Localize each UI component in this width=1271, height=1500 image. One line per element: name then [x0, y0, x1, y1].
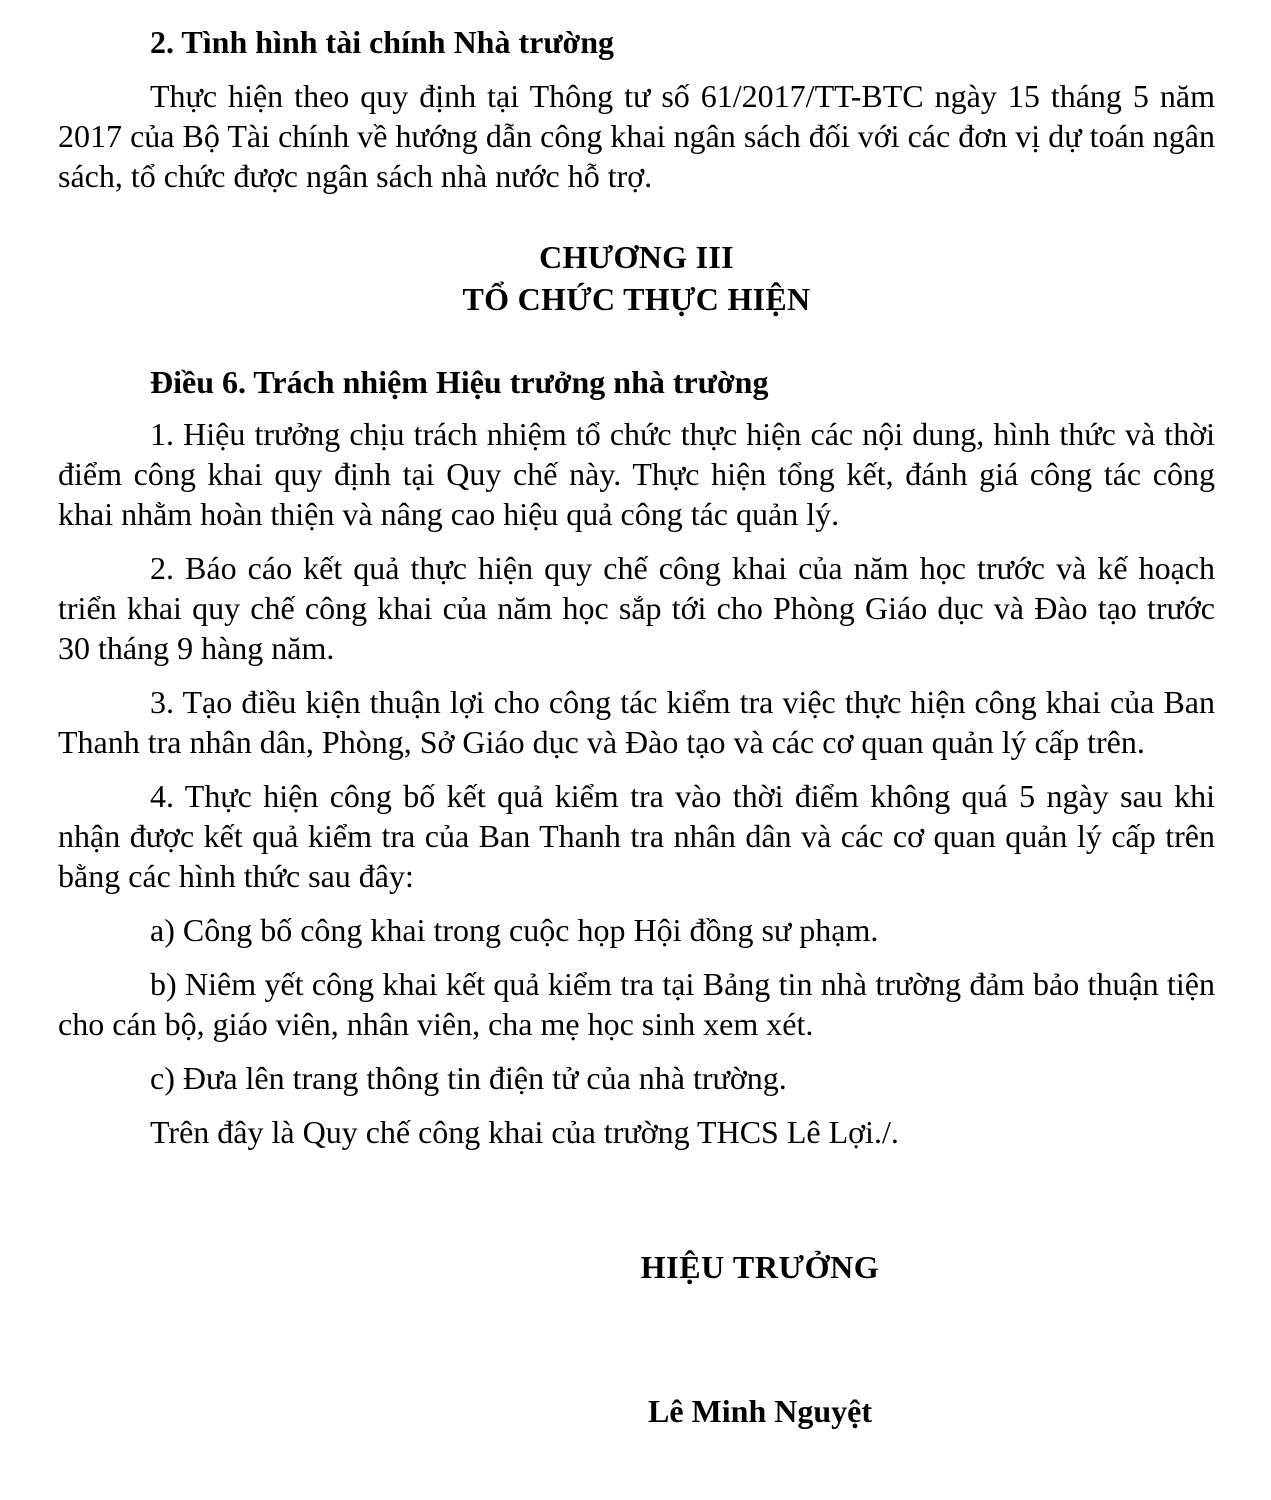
section-heading: 2. Tình hình tài chính Nhà trường [150, 24, 615, 60]
closing-statement: Trên đây là Quy chế công khai của trường THCS Lê Lợi./. [150, 1114, 899, 1150]
sub-item-b: b) Niêm yết công khai kết quả kiểm tra tại Bảng tin nhà trường đảm bảo thuận tiện cho cán bộ, giáo viên, nhân viên, cha mẹ học sinh xem xét. [58, 966, 1215, 1042]
signature-title: HIỆU TRƯỞNG [640, 1249, 880, 1285]
item-2: 2. Báo cáo kết quả thực hiện quy chế công khai của năm học trước và kế hoạch triển khai quy chế công khai của năm học sắp tới cho Phòng Giáo dục và Đào tạo trước 30 tháng 9 hàng năm. [58, 550, 1215, 666]
chapter-heading [58, 236, 1215, 320]
chapter-title: TỔ CHỨC THỰC HIỆN [462, 281, 811, 317]
sub-item-a: a) Công bố công khai trong cuộc họp Hội đồng sư phạm. [150, 912, 879, 948]
item-1: 1. Hiệu trưởng chịu trách nhiệm tổ chức thực hiện các nội dung, hình thức và thời điểm công khai quy định tại Quy chế này. Thực hiện tổng kết, đánh giá công tác công khai nhằm hoàn thiện và nâng cao hiệu quả công tác quản lý. [58, 416, 1215, 532]
item-4: 4. Thực hiện công bố kết quả kiểm tra vào thời điểm không quá 5 ngày sau khi nhận được kết quả kiểm tra của Ban Thanh tra nhân dân và các cơ quan quản lý cấp trên bằng các hình thức sau đây: [58, 778, 1215, 894]
sub-item-c: c) Đưa lên trang thông tin điện tử của nhà trường. [150, 1060, 787, 1096]
finance-paragraph: Thực hiện theo quy định tại Thông tư số 61/2017/TT-BTC ngày 15 tháng 5 năm 2017 của Bộ Tài chính về hướng dẫn công khai ngân sách đối với các đơn vị dự toán ngân sách, tổ chức được ngân sách nhà nước hỗ trợ. [58, 78, 1215, 194]
item-3: 3. Tạo điều kiện thuận lợi cho công tác kiểm tra việc thực hiện công khai của Ban Thanh tra nhân dân, Phòng, Sở Giáo dục và Đào tạo và các cơ quan quản lý cấp trên. [58, 684, 1215, 760]
signature-name: Lê Minh Nguyệt [648, 1393, 872, 1429]
chapter-number: CHƯƠNG III [539, 239, 734, 275]
article-heading: Điều 6. Trách nhiệm Hiệu trưởng nhà trường [150, 364, 769, 400]
